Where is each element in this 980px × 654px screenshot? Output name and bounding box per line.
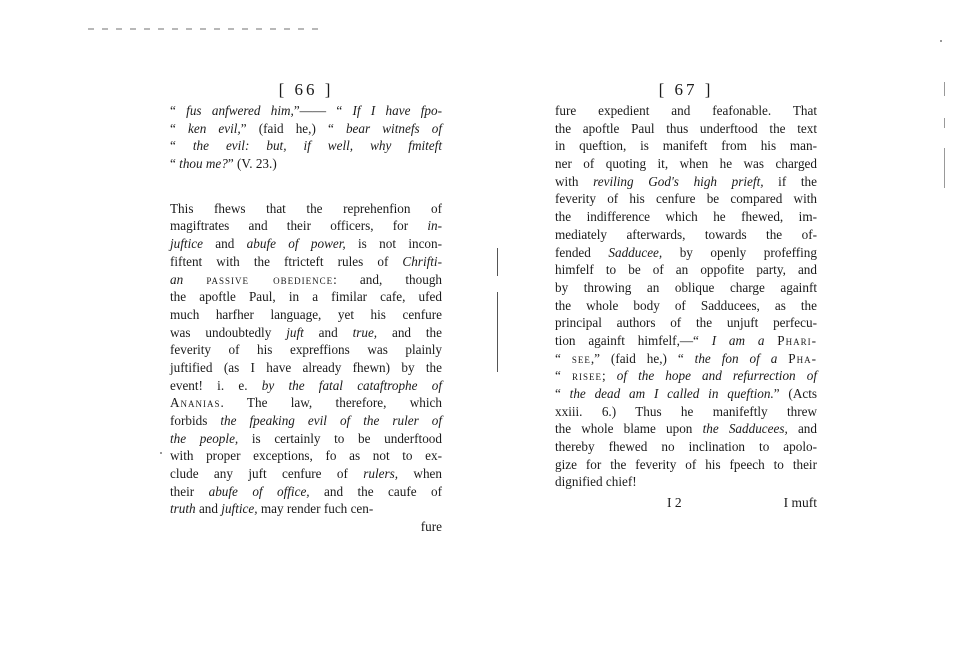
- italic-text: of the hope and refurrection of: [616, 368, 817, 384]
- text-line: ner of quoting it, when he was charged: [555, 156, 817, 172]
- text-line: the indifference which he fhewed, im-: [555, 209, 817, 225]
- text-line: their abufe of office, and the caufe of: [170, 483, 442, 499]
- text-line: xxiii. 6.) Thus he manifeftly threw: [555, 403, 817, 419]
- italic-text: Sadducee,: [608, 244, 663, 260]
- italic-text: truth: [170, 501, 196, 517]
- text-line: “ the evil: but, if well, why fmiteft: [170, 138, 442, 154]
- italic-text: juftice: [170, 236, 203, 252]
- italic-text: the Sadducees,: [702, 421, 788, 437]
- small-caps-text: Ananias: [170, 395, 221, 411]
- text-line: truth and juftice, may render fuch cen-: [170, 501, 374, 517]
- italic-text: the fpeaking evil of the ruler of: [220, 413, 442, 428]
- italic-text: I am a: [711, 332, 778, 348]
- quote-block: [170, 102, 442, 173]
- italic-text: the people,: [170, 430, 239, 446]
- catchword: I muft: [783, 495, 817, 511]
- italic-text: abufe of office,: [208, 483, 310, 499]
- edge-mark: [944, 118, 945, 128]
- text-line: dignified chief!: [555, 474, 637, 490]
- text-line: “ ken evil,” (faid he,) “ bear witnefs of: [170, 120, 442, 136]
- text-line: the people, is certainly to be underftood: [170, 430, 442, 446]
- italic-text: If I have fpo-: [352, 103, 442, 118]
- text-line: “ see,” (faid he,) “ the fon of a Pha-: [555, 350, 817, 366]
- speck: [940, 40, 942, 42]
- text-line: “ risee; of the hope and refurrection of: [555, 368, 817, 384]
- text-line: feverity of his cenfure be compared with: [555, 191, 817, 207]
- italic-text: an: [170, 271, 184, 287]
- left-page: [170, 0, 442, 536]
- body-text: [555, 102, 817, 491]
- text-line: clude any juft cenfure of rulers, when: [170, 466, 442, 482]
- signature-mark: I 2: [667, 495, 682, 511]
- text-line: Ananias. The law, therefore, which: [170, 395, 442, 411]
- small-caps-text: Phari-: [777, 332, 817, 348]
- text-line: the whole blame upon the Sadducees, and: [555, 421, 817, 437]
- italic-text: the fon of a: [694, 350, 789, 366]
- text-line: the apoftle Paul, in a fimilar cafe, ufed: [170, 289, 442, 305]
- small-caps-text: risee: [571, 368, 602, 384]
- italic-text: by the fatal cataftrophe of: [261, 377, 442, 393]
- page-number: [ 66 ]: [278, 80, 334, 99]
- text-line: thereby fhewed no inclination to apolo-: [555, 439, 817, 455]
- text-line: himfelf to be of an oppofite party, and: [555, 262, 817, 278]
- text-line: mediately afterwards, towards the of-: [555, 226, 817, 242]
- small-caps-text: Pha-: [788, 350, 817, 366]
- text-line: This fhews that the reprehenfion of: [170, 200, 442, 216]
- text-line: in queftion, is manifeft from his man-: [555, 138, 817, 154]
- text-line: juftified (as I have already fhewn) by the: [170, 359, 442, 375]
- italic-text: true,: [352, 324, 378, 340]
- italic-text: abufe of power,: [246, 236, 346, 252]
- text-line: by throwing an oblique charge againft: [555, 279, 817, 295]
- page-footer: [555, 495, 817, 511]
- text-line: tion againft himfelf,—“ I am a Phari-: [555, 332, 817, 348]
- text-line: juftice and abufe of power, is not incon-: [170, 236, 443, 252]
- body-text: [170, 200, 442, 518]
- small-caps-text: passive obedience: [206, 271, 334, 287]
- edge-mark: [944, 82, 945, 96]
- italic-text: fus anfwered him,: [186, 103, 294, 118]
- catchword: fure: [420, 519, 442, 535]
- gutter-shadow: [497, 292, 498, 372]
- text-line: the whole body of Sadducees, as the: [555, 297, 817, 313]
- text-line: “ the dead am I called in queftion.” (Acts: [555, 386, 817, 401]
- italic-text: Chrifti-: [402, 253, 442, 269]
- text-line: “ thou me?” (V. 23.): [170, 156, 277, 172]
- text-line: feverity of his expreffions was plainly: [170, 342, 442, 358]
- italic-text: thou me?: [179, 156, 228, 172]
- italic-text: the dead am I called in queftion.: [569, 386, 774, 401]
- italic-text: ken evil,: [187, 120, 241, 136]
- text-line: “ fus anfwered him,”—— “ If I have fpo-: [170, 103, 442, 118]
- page-number: [ 67 ]: [658, 80, 714, 99]
- text-line: fure expedient and feafonable. That: [555, 103, 817, 118]
- text-line: much harfher language, yet his cenfure: [170, 306, 442, 322]
- text-line: fiftent with the ftricteft rules of Chrifti-: [170, 253, 442, 269]
- text-line: event! i. e. by the fatal cataftrophe of: [170, 377, 442, 393]
- edge-mark: [944, 148, 945, 188]
- gutter-shadow: [497, 248, 498, 276]
- text-line: an passive obedience: and, though: [170, 271, 443, 287]
- speck: [160, 452, 162, 454]
- italic-text: reviling God's high prieft,: [593, 173, 764, 189]
- text-line: magiftrates and their officers, for in-: [170, 218, 442, 234]
- italic-text: juftice,: [221, 501, 258, 517]
- text-line: principal authors of the unjuft perfecu-: [555, 315, 817, 331]
- text-line: with reviling God's high prieft, if the: [555, 173, 817, 189]
- italic-text: rulers,: [363, 466, 399, 482]
- right-page: [555, 0, 817, 511]
- text-line: forbids the fpeaking evil of the ruler of: [170, 413, 442, 428]
- text-line: with proper exceptions, fo as not to ex-: [170, 448, 442, 464]
- text-line: was undoubtedly juft and true, and the: [170, 324, 442, 340]
- text-line: the apoftle Paul thus underftood the text: [555, 120, 817, 136]
- text-line: fended Sadducee, by openly profeffing: [555, 244, 817, 260]
- small-caps-text: see: [571, 350, 591, 366]
- italic-text: juft: [286, 324, 304, 340]
- italic-text: in-: [427, 218, 442, 234]
- italic-text: bear witnefs of: [345, 120, 442, 136]
- italic-text: the evil: but, if well, why fmiteft: [192, 138, 442, 154]
- text-line: gize for the feverity of his fpeech to their: [555, 456, 817, 472]
